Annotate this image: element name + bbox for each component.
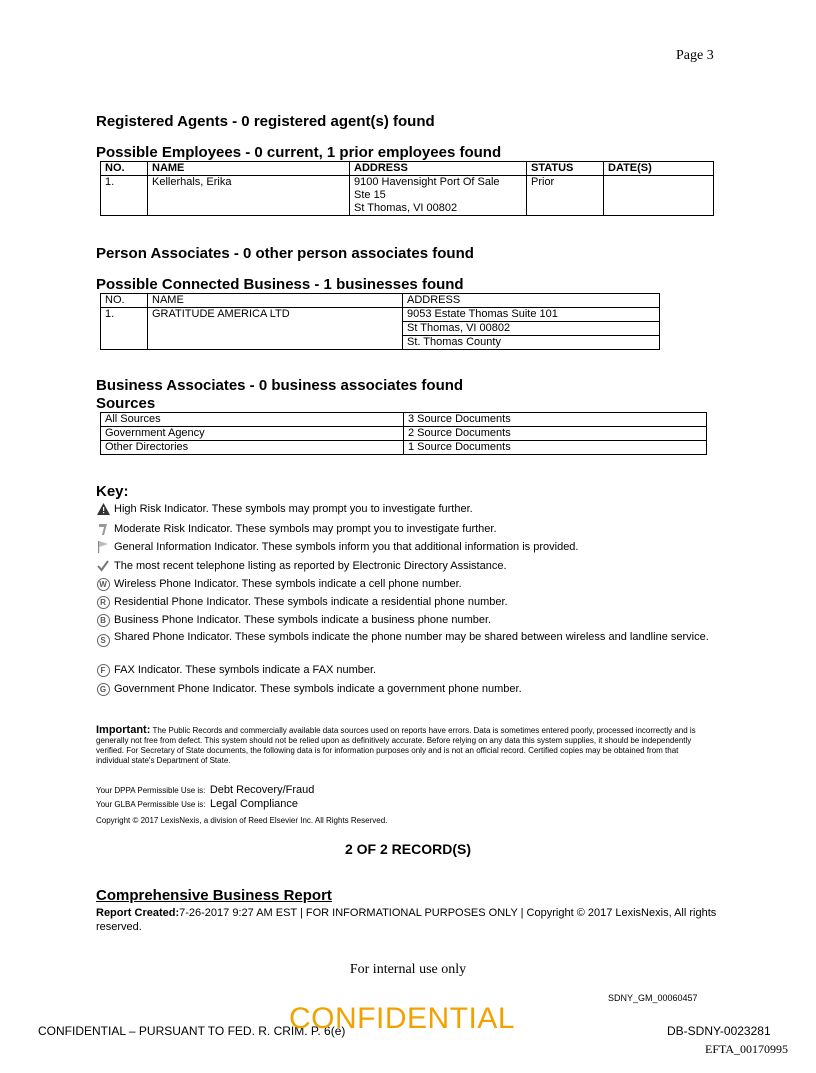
- flag-icon: [96, 540, 110, 554]
- internal-use-note: For internal use only: [349, 962, 467, 977]
- key-text: Wireless Phone Indicator. These symbols indicate a cell phone number.: [114, 578, 462, 590]
- business-glyph: B: [97, 614, 110, 627]
- key-text: General Information Indicator. These symbols inform you that additional information is provided.: [114, 541, 579, 553]
- source-label: Government Agency: [101, 427, 404, 441]
- key-text: Government Phone Indicator. These symbols indicate a government phone number.: [114, 683, 522, 695]
- key-text: FAX Indicator. These symbols indicate a FAX number.: [114, 664, 377, 676]
- key-item: [96, 613, 491, 627]
- cell-status: Prior: [527, 176, 604, 216]
- key-item: [96, 663, 376, 677]
- source-label: All Sources: [101, 413, 404, 427]
- report-created: [96, 906, 720, 934]
- moderate-risk-icon: [96, 522, 110, 536]
- shared-glyph: S: [97, 634, 110, 647]
- source-value: 3 Source Documents: [404, 413, 707, 427]
- key-text: Business Phone Indicator. These symbols indicate a business phone number.: [114, 614, 492, 626]
- key-item: [96, 522, 497, 536]
- column-header: NAME: [148, 294, 403, 308]
- key-item: [96, 577, 462, 591]
- glba-label: Your GLBA Permissible Use is:: [96, 800, 206, 809]
- connected-business-heading: Possible Connected Business - 1 businesses found: [96, 276, 464, 293]
- wireless-icon: [96, 577, 110, 591]
- table-row: [101, 176, 714, 216]
- table-header-row: [101, 294, 660, 308]
- key-text: The most recent telephone listing as reported by Electronic Directory Assistance.: [114, 560, 507, 572]
- sources-table: [100, 412, 707, 455]
- government-glyph: G: [97, 683, 110, 696]
- column-header: ADDRESS: [350, 162, 527, 176]
- employees-table: [100, 161, 714, 216]
- column-header: STATUS: [527, 162, 604, 176]
- column-header: NO.: [101, 162, 148, 176]
- shared-icon: [96, 634, 110, 648]
- business-icon: [96, 613, 110, 627]
- footer-confidential-text: CONFIDENTIAL – PURSUANT TO FED. R. CRIM. P. 6(e): [38, 1024, 346, 1038]
- dppa-label: Your DPPA Permissible Use is:: [96, 786, 206, 795]
- employees-heading: Possible Employees - 0 current, 1 prior employees found: [96, 144, 502, 161]
- person-associates-heading: Person Associates - 0 other person associates found: [96, 245, 474, 262]
- confidential-stamp: CONFIDENTIAL: [289, 1002, 516, 1035]
- copyright-text: Copyright © 2017 LexisNexis, a division of Reed Elsevier Inc. All Rights Reserved.: [96, 816, 388, 825]
- wireless-glyph: W: [97, 578, 110, 591]
- cell-address: [350, 176, 527, 216]
- key-item: [96, 559, 507, 573]
- report-created-label: Report Created:: [96, 907, 180, 919]
- address-line: St Thomas, VI 00802: [354, 202, 458, 214]
- fax-icon: [96, 663, 110, 677]
- cell-no: 1.: [101, 176, 148, 216]
- key-item: [96, 682, 522, 696]
- source-label: Other Directories: [101, 441, 404, 455]
- address-line: 9053 Estate Thomas Suite 101: [403, 308, 659, 322]
- bates-number-gm: SDNY_GM_00060457: [608, 993, 698, 1003]
- cell-no: 1.: [101, 308, 148, 350]
- dppa-value: Debt Recovery/Fraud: [209, 784, 315, 796]
- column-header: NAME: [148, 162, 350, 176]
- important-text: The Public Records and commercially available data sources used on reports have errors. Data is sometimes entered poorly, processed incorrectly and is generally not free from defect. This system should not be relied upon as definitively accurate. Before relying on any data this system supplies, it should be independently verified. For Secretary of State documents, the following data is for information purposes only and is not an official record. Certified copies may be obtained from that individual state's Department of State.: [96, 726, 696, 765]
- key-text: Shared Phone Indicator. These symbols indicate the phone number may be shared between wireless and landline service.: [114, 631, 709, 643]
- high-risk-icon: [96, 502, 110, 516]
- key-item: [96, 502, 473, 516]
- source-value: 1 Source Documents: [404, 441, 707, 455]
- checkmark-icon: [96, 559, 110, 573]
- key-item: [96, 540, 578, 554]
- important-notice: [96, 725, 708, 766]
- glba-value: Legal Compliance: [209, 798, 299, 810]
- key-text: Moderate Risk Indicator. These symbols may prompt you to investigate further.: [114, 523, 497, 535]
- glba-use: [96, 794, 298, 812]
- key-item: [96, 595, 508, 609]
- key-heading: Key:: [96, 483, 129, 500]
- source-value: 2 Source Documents: [404, 427, 707, 441]
- residential-glyph: R: [97, 596, 110, 609]
- table-row: [101, 308, 660, 350]
- registered-agents-heading: Registered Agents - 0 registered agent(s) found: [96, 113, 435, 130]
- government-icon: [96, 682, 110, 696]
- table-row: [101, 427, 707, 441]
- column-header: NO.: [101, 294, 148, 308]
- cell-name: GRATITUDE AMERICA LTD: [148, 308, 403, 350]
- residential-icon: [96, 595, 110, 609]
- bates-number-efta: EFTA_00170995: [705, 1042, 789, 1056]
- bates-number-db: DB-SDNY-0023281: [667, 1024, 771, 1038]
- record-count: 2 OF 2 RECORD(S): [344, 841, 471, 857]
- connected-business-table: [100, 293, 660, 350]
- fax-glyph: F: [97, 664, 110, 677]
- address-line: Ste 15: [354, 189, 386, 201]
- table-row: [101, 441, 707, 455]
- business-associates-heading: Business Associates - 0 business associates found: [96, 377, 464, 394]
- page-number: Page 3: [676, 48, 714, 63]
- cell-dates: [604, 176, 714, 216]
- report-title: Comprehensive Business Report: [96, 887, 332, 904]
- address-line: 9100 Havensight Port Of Sale: [354, 176, 500, 188]
- cell-address: [403, 308, 660, 350]
- key-text: Residential Phone Indicator. These symbols indicate a residential phone number.: [114, 596, 508, 608]
- table-header-row: [101, 162, 714, 176]
- key-item: [96, 631, 716, 648]
- key-text: High Risk Indicator. These symbols may prompt you to investigate further.: [114, 503, 473, 515]
- sources-heading: Sources: [96, 395, 156, 412]
- report-created-text: 7-26-2017 9:27 AM EST | FOR INFORMATIONAL PURPOSES ONLY | Copyright © 2017 LexisNexis, All rights reserved.: [96, 907, 717, 933]
- address-line: St Thomas, VI 00802: [403, 322, 659, 336]
- cell-name: Kellerhals, Erika: [148, 176, 350, 216]
- column-header: ADDRESS: [403, 294, 660, 308]
- table-row: [101, 413, 707, 427]
- important-label: Important:: [96, 724, 151, 736]
- column-header: DATE(S): [604, 162, 714, 176]
- address-line: St. Thomas County: [407, 336, 501, 348]
